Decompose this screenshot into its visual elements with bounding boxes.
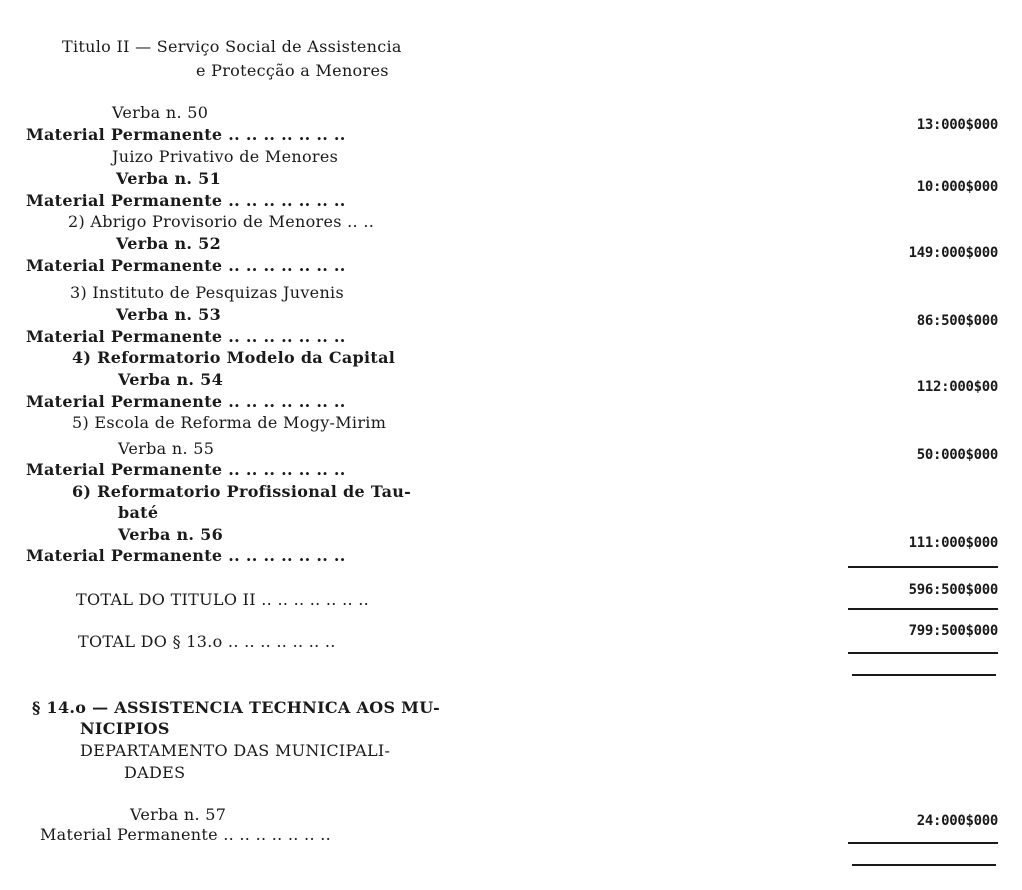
title-line-1: Titulo II — Serviço Social de Assistencia <box>62 37 402 56</box>
total-paragrafo-13-amount: 799:500$000 <box>908 623 998 639</box>
entry-escola-mogy-heading: 5) Escola de Reforma de Mogy-Mirim <box>72 413 387 432</box>
entry-material-57: Material Permanente .. .. .. .. .. .. .. <box>40 825 331 844</box>
section-14-line-2: NICIPIOS <box>80 719 170 738</box>
entry-verba-50: Verba n. 50 <box>112 103 209 122</box>
entry-material-54: Material Permanente .. .. .. .. .. .. .. <box>26 392 346 411</box>
amount-verba-53: 86:500$000 <box>916 313 998 329</box>
entry-taubate-cont: baté <box>118 503 159 522</box>
entry-abrigo-heading: 2) Abrigo Provisorio de Menores .. .. <box>68 212 375 231</box>
entry-material-56: Material Permanente .. .. .. .. .. .. .. <box>26 546 346 565</box>
amount-verba-50: 13:000$000 <box>916 117 998 133</box>
section-14-line-3: DEPARTAMENTO DAS MUNICIPALI- <box>80 741 391 760</box>
entry-verba-55: Verba n. 55 <box>118 439 215 458</box>
entry-juizo-heading: Juizo Privativo de Menores <box>112 147 339 166</box>
section-14-line-4: DADES <box>124 763 186 782</box>
rule-below-total-paragrafo-2 <box>852 674 996 676</box>
entry-verba-54: Verba n. 54 <box>118 370 224 389</box>
amount-verba-54: 112:000$00 <box>916 379 998 395</box>
rule-below-total-paragrafo-1 <box>848 652 998 654</box>
entry-verba-51: Verba n. 51 <box>116 169 222 188</box>
amount-verba-51: 10:000$000 <box>916 179 998 195</box>
rule-below-total-titulo <box>848 608 998 610</box>
entry-material-53: Material Permanente .. .. .. .. .. .. .. <box>26 327 346 346</box>
entry-material-52: Material Permanente .. .. .. .. .. .. .. <box>26 256 346 275</box>
section-14-line-1: § 14.o — ASSISTENCIA TECHNICA AOS MU- <box>32 698 441 717</box>
entry-instituto-heading: 3) Instituto de Pesquizas Juvenis <box>70 283 344 302</box>
entry-verba-52: Verba n. 52 <box>116 234 222 253</box>
rule-below-section-14-2 <box>852 864 996 866</box>
rule-below-section-14-1 <box>848 842 998 844</box>
entry-reformatorio-taubate-heading: 6) Reformatorio Profissional de Tau- <box>72 482 412 501</box>
amount-verba-55: 50:000$000 <box>916 447 998 463</box>
amount-verba-56: 111:000$000 <box>908 535 998 551</box>
entry-material-50: Material Permanente .. .. .. .. .. .. .. <box>26 125 346 144</box>
entry-material-55: Material Permanente .. .. .. .. .. .. .. <box>26 460 346 479</box>
total-paragrafo-13-label: TOTAL DO § 13.o .. .. .. .. .. .. .. <box>78 632 336 651</box>
entry-verba-53: Verba n. 53 <box>116 305 222 324</box>
entry-material-51: Material Permanente .. .. .. .. .. .. .. <box>26 191 346 210</box>
rule-above-total-titulo <box>848 566 998 568</box>
entry-verba-56: Verba n. 56 <box>118 525 224 544</box>
total-titulo-ii-amount: 596:500$000 <box>908 582 998 598</box>
total-titulo-ii-label: TOTAL DO TITULO II .. .. .. .. .. .. .. <box>76 590 370 609</box>
entry-verba-57: Verba n. 57 <box>130 805 227 824</box>
entry-reformatorio-capital-heading: 4) Reformatorio Modelo da Capital <box>72 348 396 367</box>
title-line-2: e Protecção a Menores <box>196 61 389 80</box>
amount-verba-57: 24:000$000 <box>916 813 998 829</box>
amount-verba-52: 149:000$000 <box>908 245 998 261</box>
